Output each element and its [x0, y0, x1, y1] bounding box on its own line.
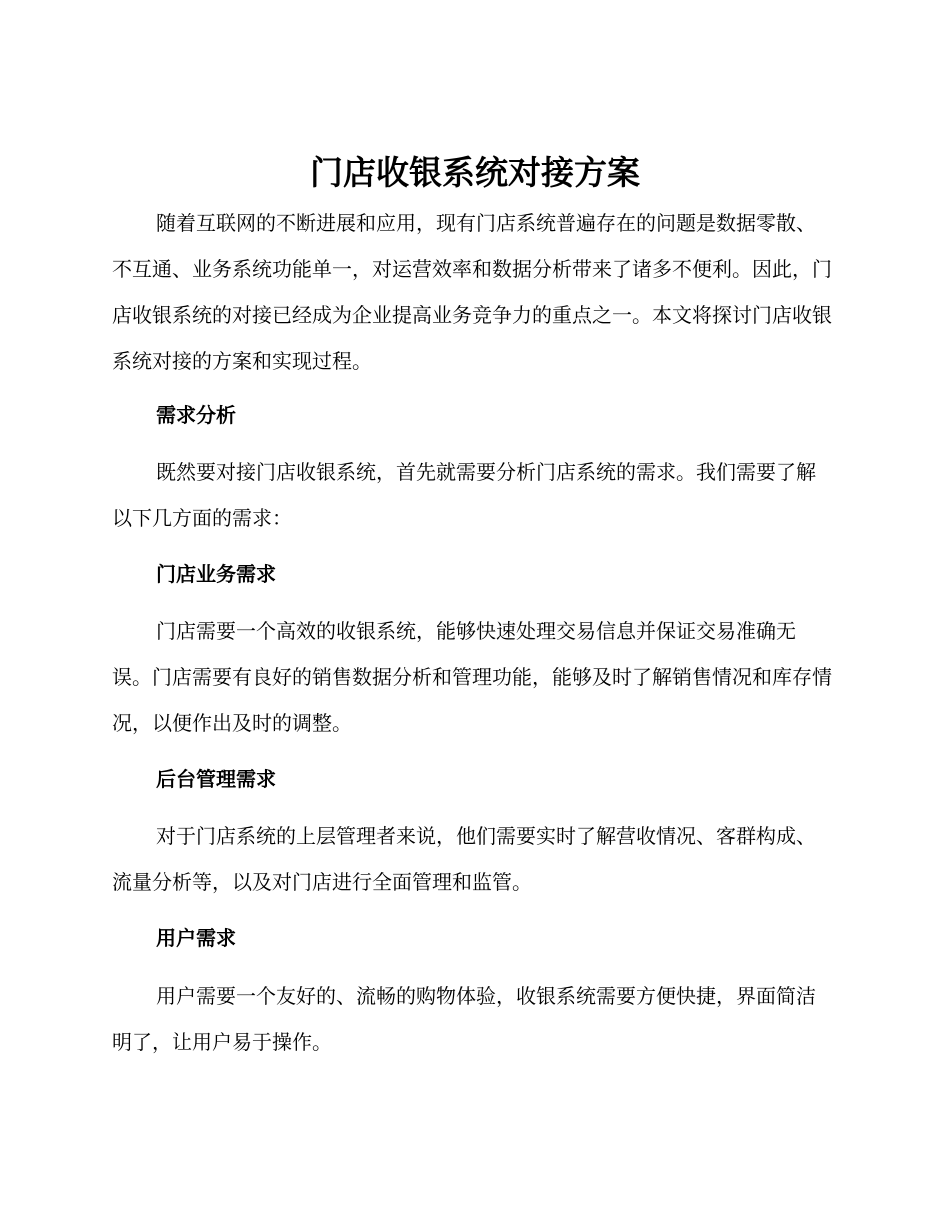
- intro-paragraph: 随着互联网的不断进展和应用，现有门店系统普遍存在的问题是数据零散、不互通、业务系统功能单一，对运营效率和数据分析带来了诸多不便利。因此，门店收银系统的对接已经成为企业提高业务竞争力的重点之一。本文将探讨门店收银系统对接的方案和实现过程。: [112, 211, 832, 373]
- section-body-requirements-analysis: 既然要对接门店收银系统，首先就需要分析门店系统的需求。我们需要了解以下几方面的需求：: [112, 460, 816, 530]
- section-body-backend-management: 对于门店系统的上层管理者来说，他们需要实时了解营收情况、客群构成、流量分析等，以及对门店进行全面管理和监管。: [112, 824, 816, 894]
- document-title: 门店收银系统对接方案: [310, 153, 640, 192]
- section-heading-store-business: 门店业务需求: [156, 562, 276, 586]
- section-heading-user-requirements: 用户需求: [156, 926, 236, 950]
- section-body-store-business: 门店需要一个高效的收银系统，能够快速处理交易信息并保证交易准确无误。门店需要有良好的销售数据分析和管理功能，能够及时了解销售情况和库存情况，以便作出及时的调整。: [112, 619, 832, 735]
- section-heading-requirements-analysis: 需求分析: [156, 403, 236, 427]
- section-heading-backend-management: 后台管理需求: [156, 767, 276, 791]
- section-body-user-requirements: 用户需要一个友好的、流畅的购物体验，收银系统需要方便快捷，界面简洁明了，让用户易于操作。: [112, 984, 816, 1054]
